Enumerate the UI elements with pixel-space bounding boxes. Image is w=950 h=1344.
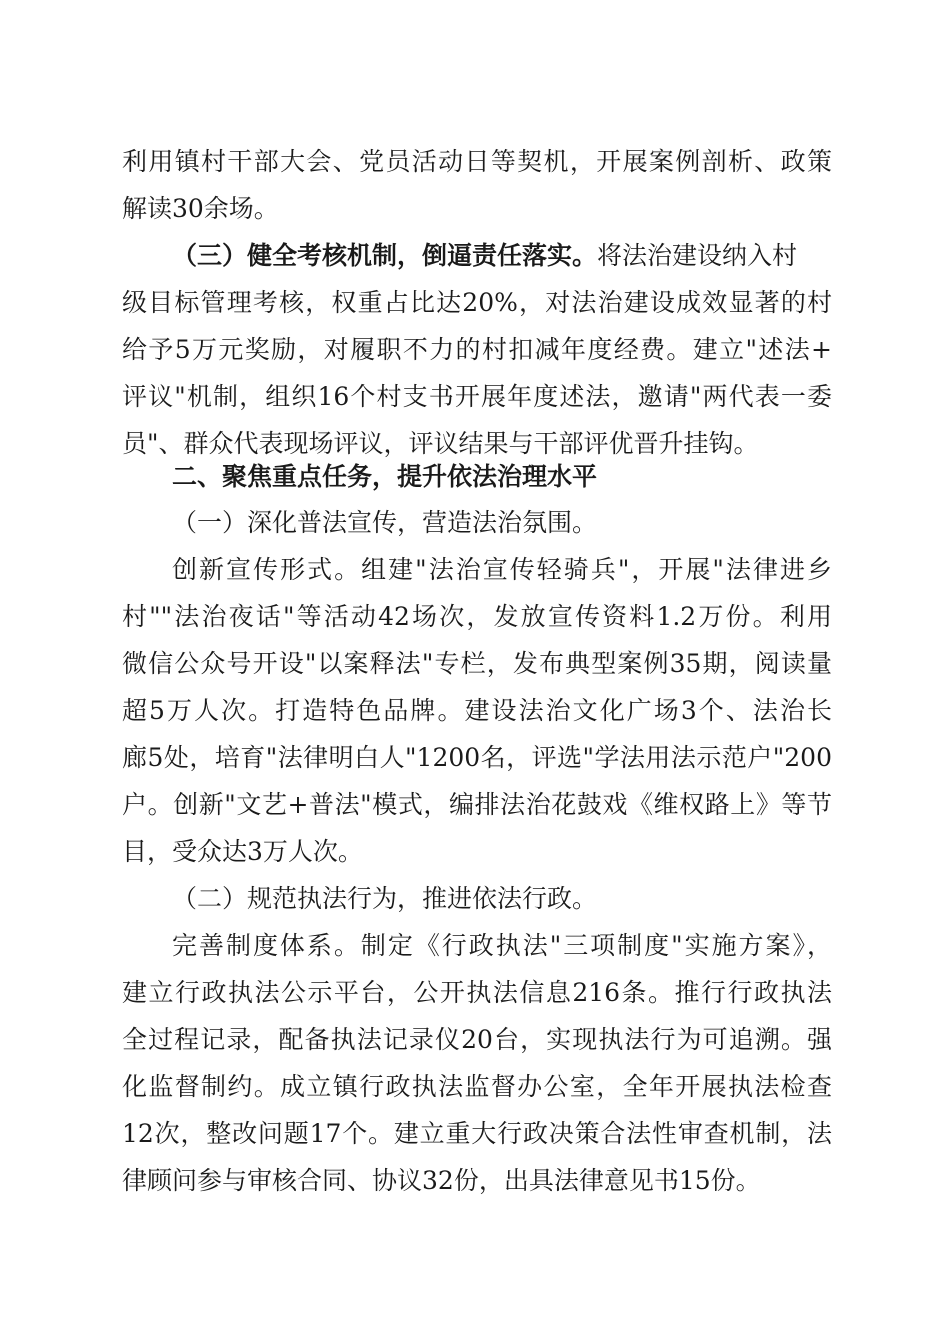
subsection-heading: （三）健全考核机制，倒逼责任落实。	[172, 241, 598, 270]
paragraph-line: 级目标管理考核，权重占比达20%，对法治建设成效显著的村	[122, 288, 832, 317]
paragraph-line: 12次，整改问题17个。建立重大行政决策合法性审查机制，法	[122, 1119, 832, 1148]
paragraph-line: 超5万人次。打造特色品牌。建设法治文化广场3个、法治长	[122, 696, 832, 725]
paragraph-text: 将法治建设纳入村	[597, 241, 798, 270]
paragraph-line: 化监督制约。成立镇行政执法监督办公室，全年开展执法检查	[122, 1072, 832, 1101]
paragraph-line: 建立行政执法公示平台，公开执法信息216条。推行行政执法	[122, 978, 832, 1007]
paragraph-line: 创新宣传形式。组建"法治宣传轻骑兵"，开展"法律进乡	[172, 555, 832, 584]
paragraph-line: 员"、群众代表现场评议，评议结果与干部评优晋升挂钩。	[122, 429, 759, 458]
paragraph-line	[172, 236, 832, 276]
paragraph-line: 目，受众达3万人次。	[122, 837, 363, 866]
subsection-heading: （二）规范执法行为，推进依法行政。	[172, 884, 598, 913]
paragraph-line: 全过程记录，配备执法记录仪20台，实现执法行为可追溯。强	[122, 1025, 832, 1054]
paragraph-line: 解读30余场。	[122, 194, 279, 223]
subsection-heading: （一）深化普法宣传，营造法治氛围。	[172, 508, 598, 537]
paragraph-line: 村""法治夜话"等活动42场次，发放宣传资料1.2万份。利用	[122, 602, 832, 631]
paragraph-line: 微信公众号开设"以案释法"专栏，发布典型案例35期，阅读量	[122, 649, 832, 678]
paragraph-line: 廊5处，培育"法律明白人"1200名，评选"学法用法示范户"200	[122, 743, 832, 772]
paragraph-line: 户。创新"文艺+普法"模式，编排法治花鼓戏《维权路上》等节	[122, 790, 832, 819]
paragraph-line: 给予5万元奖励，对履职不力的村扣减年度经费。建立"述法+	[122, 335, 832, 364]
paragraph-line: 评议"机制，组织16个村支书开展年度述法，邀请"两代表一委	[122, 382, 832, 411]
section-heading: 二、聚焦重点任务，提升依法治理水平	[172, 462, 598, 491]
paragraph-line: 律顾问参与审核合同、协议32份，出具法律意见书15份。	[122, 1166, 761, 1195]
paragraph-line: 完善制度体系。制定《行政执法"三项制度"实施方案》，	[172, 931, 832, 960]
paragraph-line: 利用镇村干部大会、党员活动日等契机，开展案例剖析、政策	[122, 147, 832, 176]
